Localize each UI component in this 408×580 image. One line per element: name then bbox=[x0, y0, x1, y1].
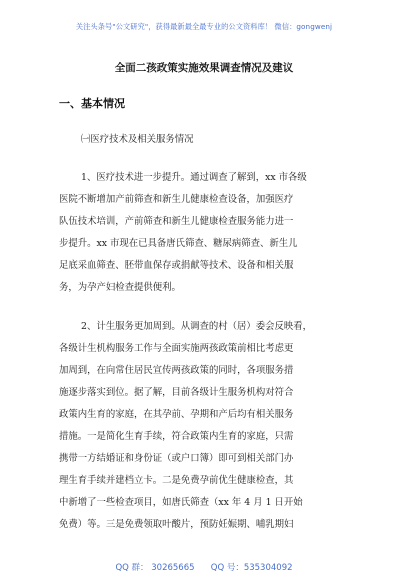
paragraph-line: 中新增了一些检查项目，如唐氏筛查（xx 年 4 月 1 日开始 bbox=[59, 497, 303, 508]
qq-group: QQ 群： 30265665 bbox=[115, 563, 195, 573]
paragraph-line: 各级计生机构服务工作与全面实施两孩政策前相比考虑更 bbox=[59, 343, 294, 354]
paragraph-line: 务，为孕产妇检查提供便利。 bbox=[59, 282, 181, 293]
subsection-heading: ㈠医疗技术及相关服务情况 bbox=[81, 134, 194, 145]
paragraph-line: 免费）等。三是免费领取叶酸片，预防妊娠期、哺乳期妇 bbox=[59, 519, 294, 530]
paragraph-line: 1、医疗技术进一步提升。通过调查了解到，xx 市各级 bbox=[81, 172, 307, 183]
paragraph-line: 措施。一是简化生育手续，符合政策内生育的家庭，只需 bbox=[59, 431, 294, 442]
footer bbox=[0, 561, 408, 573]
paragraph-line: 2、计生服务更加周到。从调查的村（居）委会反映看， bbox=[81, 321, 312, 332]
qq-number: QQ 号：535304092 bbox=[210, 563, 293, 573]
paragraph-line: 医院不断增加产前筛查和新生儿健康检查设备，加强医疗 bbox=[59, 194, 294, 205]
paragraph-line: 携带一方结婚证和身份证（或户口簿）即可到相关部门办 bbox=[59, 453, 294, 464]
paragraph-line: 施逐步落实到位。据了解，目前各级计生服务机构对符合 bbox=[59, 387, 294, 398]
header-banner: 关注头条号"公文研究"，获得最新最全最专业的公文资料库！ 微信：gongwenj bbox=[75, 22, 333, 31]
section-heading: 一、基本情况 bbox=[59, 97, 125, 110]
paragraph-line: 加周到，在向常住居民宣传两孩政策的同时，各项服务措 bbox=[59, 365, 294, 376]
paragraph-line: 队伍技术培训，产前筛查和新生儿健康检查服务能力进一 bbox=[59, 216, 294, 227]
paragraph-line: 步提升。xx 市现在已具备唐氏筛查、糖尿病筛查、新生儿 bbox=[59, 238, 298, 249]
paragraph-line: 足底采血筛查、胚带血保存或捐献等技术、设备和相关服 bbox=[59, 260, 294, 271]
paragraph-line: 政策内生育的家庭，在其孕前、孕期和产后均有相关服务 bbox=[59, 409, 294, 420]
paragraph-line: 理生育手续并建档立卡。二是免费孕前优生健康检查，其 bbox=[59, 475, 294, 486]
document-title: 全面二孩政策实施效果调查情况及建议 bbox=[114, 62, 294, 74]
